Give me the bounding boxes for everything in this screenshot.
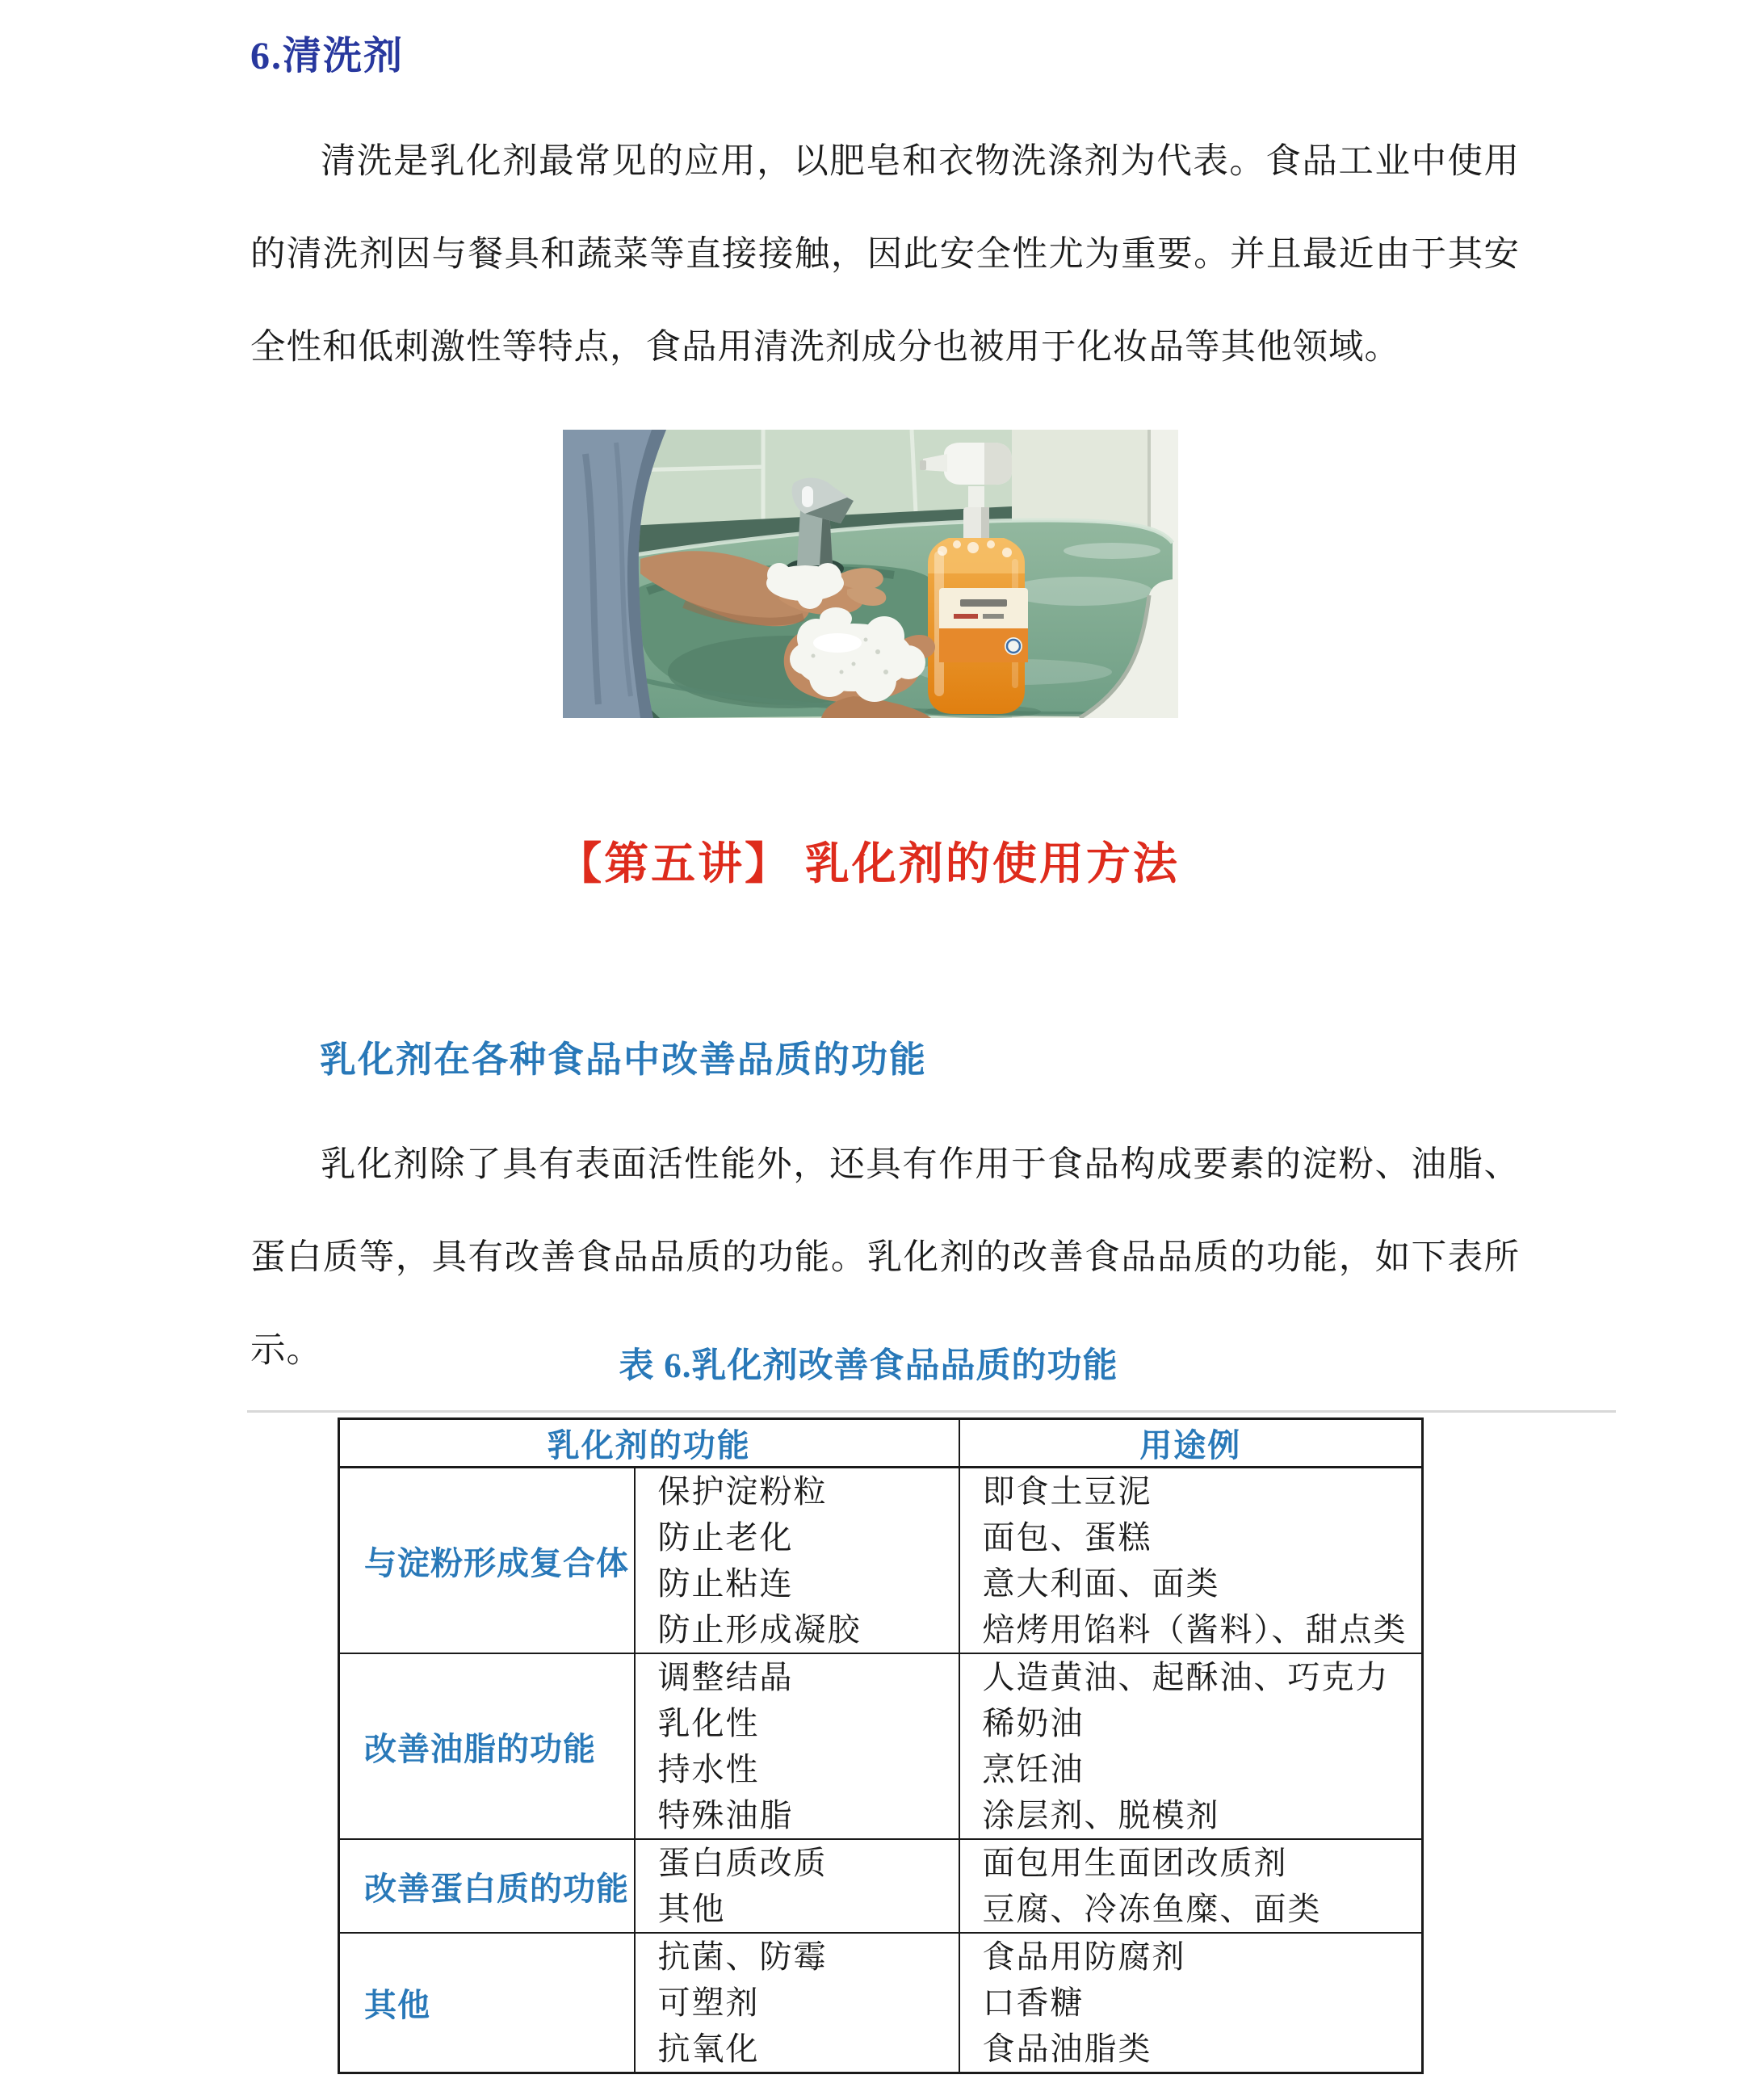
- divider-line: [247, 1410, 1616, 1413]
- function-line: 其他: [657, 1891, 726, 1927]
- uses-cell: [959, 1468, 1423, 1654]
- function-line: 保护淀粉粒: [657, 1473, 828, 1510]
- lecture-heading: 【第五讲】 乳化剂的使用方法: [557, 839, 1180, 888]
- function-line: 抗氧化: [657, 2031, 760, 2067]
- function-line: 乳化性: [657, 1705, 760, 1741]
- category-cell: 改善蛋白质的功能: [339, 1839, 635, 1933]
- use-line: 食品油脂类: [982, 2031, 1152, 2067]
- category-cell: 改善油脂的功能: [339, 1653, 635, 1839]
- uses-cell: [959, 1653, 1423, 1839]
- category-cell: 与淀粉形成复合体: [339, 1468, 635, 1654]
- use-line: 稀奶油: [982, 1705, 1085, 1741]
- use-line: 面包用生面团改质剂: [982, 1845, 1288, 1881]
- use-line: 涂层剂、脱模剂: [982, 1797, 1220, 1833]
- functions-cell: [635, 1933, 959, 2073]
- function-line: 调整结晶: [657, 1659, 794, 1695]
- header-function: 乳化剂的功能: [339, 1419, 959, 1468]
- function-table: [338, 1418, 1424, 2074]
- table-header-row: [339, 1419, 1423, 1468]
- paragraph-emulsifier-function: 乳化剂除了具有表面活性能外，还具有作用于食品构成要素的淀粉、油脂、蛋白质等，具有改善食品品质的功能。乳化剂的改善食品品质的功能，如下表所示。: [250, 1145, 1520, 1370]
- use-line: 口香糖: [982, 1984, 1085, 2021]
- function-line: 防止粘连: [657, 1565, 794, 1602]
- function-line: 持水性: [657, 1751, 760, 1787]
- functions-cell: [635, 1468, 959, 1654]
- use-line: 豆腐、冷冻鱼糜、面类: [982, 1891, 1322, 1927]
- handwashing-illustration: [563, 430, 1178, 718]
- use-line: 食品用防腐剂: [982, 1938, 1186, 1975]
- table-title: 表 6.乳化剂改善食品品质的功能: [619, 1347, 1118, 1385]
- functions-cell: [635, 1839, 959, 1933]
- use-line: 烹饪油: [982, 1751, 1085, 1787]
- function-line: 防止老化: [657, 1519, 794, 1556]
- handwashing-photo: [563, 430, 1178, 718]
- header-use: 用途例: [959, 1419, 1423, 1468]
- subsection-heading: 乳化剂在各种食品中改善品质的功能: [320, 1040, 928, 1080]
- use-line: 焙烤用馅料（酱料）、甜点类: [982, 1611, 1408, 1648]
- table-row: [339, 1839, 1423, 1933]
- function-line: 防止形成凝胶: [657, 1611, 862, 1648]
- function-line: 蛋白质改质: [657, 1845, 828, 1881]
- functions-cell: [635, 1653, 959, 1839]
- uses-cell: [959, 1933, 1423, 2073]
- paragraph-cleaning-agents: 清洗是乳化剂最常见的应用，以肥皂和衣物洗涤剂为代表。食品工业中使用的清洗剂因与餐具和蔬菜等直接接触，因此安全性尤为重要。并且最近由于其安全性和低刺激性等特点，食品用清洗剂成分也被用于化妆品等其他领域。: [250, 142, 1520, 367]
- use-line: 人造黄油、起酥油、巧克力: [982, 1659, 1390, 1695]
- category-cell: 其他: [339, 1933, 635, 2073]
- use-line: 面包、蛋糕: [982, 1519, 1152, 1556]
- section-heading: 6.清洗剂: [250, 35, 405, 78]
- use-line: 意大利面、面类: [982, 1565, 1220, 1602]
- use-line: 即食土豆泥: [982, 1473, 1152, 1510]
- table-row: [339, 1933, 1423, 2073]
- function-line: 抗菌、防霉: [657, 1938, 828, 1975]
- uses-cell: [959, 1839, 1423, 1933]
- table-row: [339, 1653, 1423, 1839]
- table-row: [339, 1468, 1423, 1654]
- function-line: 特殊油脂: [657, 1797, 794, 1833]
- bottle-label: [939, 588, 1028, 662]
- function-line: 可塑剂: [657, 1984, 760, 2021]
